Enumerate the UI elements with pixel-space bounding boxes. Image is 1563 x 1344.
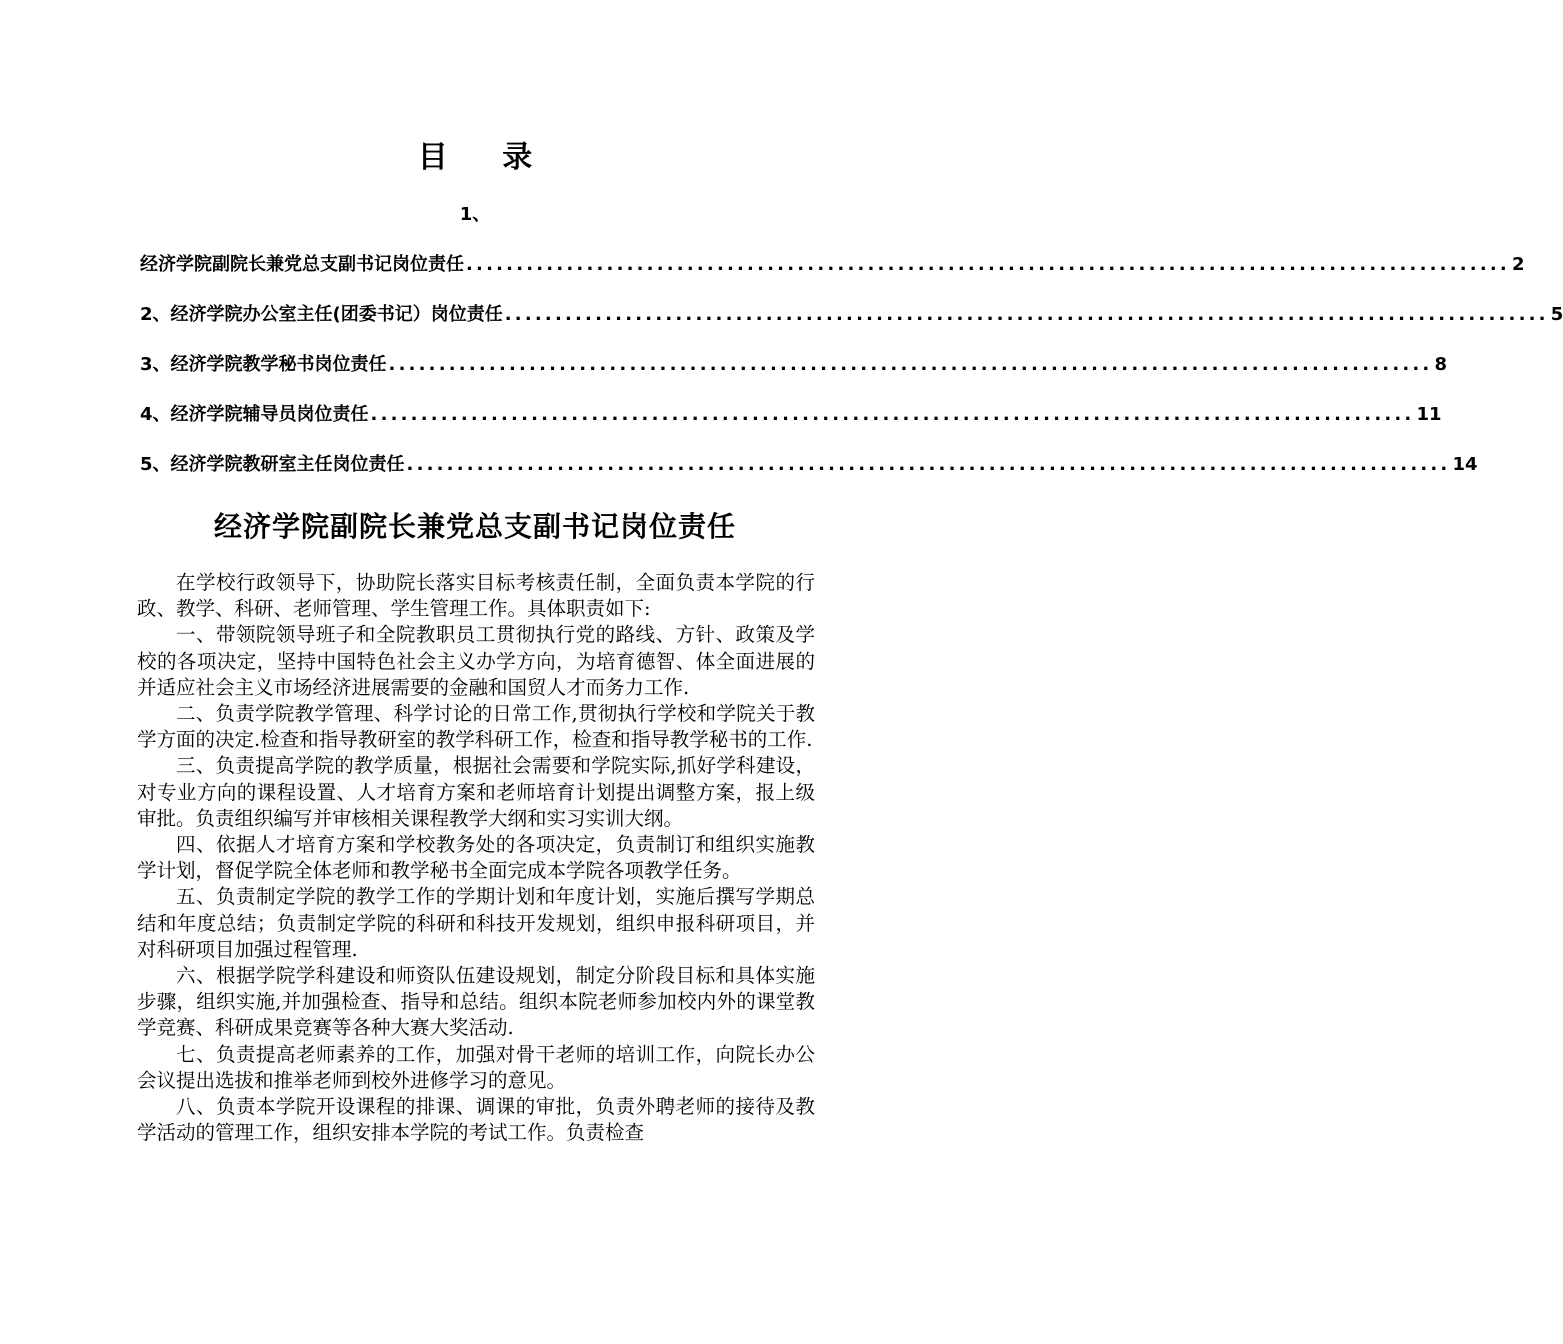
body-paragraph: 在学校行政领导下，协助院长落实目标考核责任制，全面负责本学院的行政、教学、科研、老师管理、学生管理工作。具体职责如下: (137, 571, 815, 621)
toc-entry-label: 3、经济学院教学秘书岗位责任 (140, 354, 387, 375)
toc-entry-page: 14 (1452, 454, 1478, 475)
toc-entry-label: 经济学院副院长兼党总支副书记岗位责任 (140, 254, 464, 275)
body-paragraph: 八、负责本学院开设课程的排课、调课的审批，负责外聘老师的接待及教学活动的管理工作，组织安排本学院的考试工作。负责检查 (137, 1095, 815, 1145)
toc-entry-label: 4、经济学院辅导员岗位责任 (140, 404, 369, 425)
toc-entry[interactable] (140, 300, 1563, 326)
toc-entry-label: 5、经济学院教研室主任岗位责任 (140, 454, 405, 475)
toc-entry-page: 2 (1511, 254, 1525, 275)
toc-dot-leader: ........................................................................................................ (406, 454, 1451, 475)
toc-entry[interactable] (140, 400, 1442, 426)
body-paragraph: 三、负责提高学院的教学质量，根据社会需要和学院实际,抓好学科建设，对专业方向的课程设置、人才培育方案和老师培育计划提出调整方案，报上级审批。负责组织编写并审核相关课程教学大纲和实习实训大纲。 (137, 754, 815, 830)
toc-title: 目 录 (417, 140, 555, 175)
document-heading: 经济学院副院长兼党总支副书记岗位责任 (213, 510, 736, 543)
toc-number-line: 1、 (459, 204, 491, 225)
toc-entry-page: 8 (1434, 354, 1448, 375)
toc-dot-leader: ........................................................................................................ (388, 354, 1433, 375)
body-paragraph: 一、带领院领导班子和全院教职员工贯彻执行党的路线、方针、政策及学校的各项决定，坚持中国特色社会主义办学方向，为培育德智、体全面进展的并适应社会主义市场经济进展需要的金融和国贸人才而务力工作. (137, 623, 815, 699)
toc-entry-label: 2、经济学院办公室主任(团委书记）岗位责任 (140, 304, 503, 325)
toc-entry[interactable] (140, 250, 1525, 276)
toc-entry[interactable] (140, 450, 1478, 476)
toc-dot-leader: ........................................................................................................ (466, 254, 1510, 275)
document-body (137, 570, 815, 1146)
body-paragraph: 四、依据人才培育方案和学校教务处的各项决定，负责制订和组织实施教学计划，督促学院全体老师和教学秘书全面完成本学院各项教学任务。 (137, 833, 815, 883)
toc-entry-page: 11 (1416, 404, 1442, 425)
body-paragraph: 二、负责学院教学管理、科学讨论的日常工作,贯彻执行学校和学院关于教学方面的决定.检查和指导教研室的教学科研工作，检查和指导教学秘书的工作. (137, 702, 815, 752)
body-paragraph: 六、根据学院学科建设和师资队伍建设规划，制定分阶段目标和具体实施步骤，组织实施,并加强检查、指导和总结。组织本院老师参加校内外的课堂教学竞赛、科研成果竞赛等各种大赛大奖活动. (137, 964, 815, 1040)
toc-dot-leader: ........................................................................................................ (504, 304, 1549, 325)
toc-dot-leader: ........................................................................................................ (370, 404, 1415, 425)
body-paragraph: 五、负责制定学院的教学工作的学期计划和年度计划，实施后撰写学期总结和年度总结；负责制定学院的科研和科技开发规划，组织申报科研项目，并对科研项目加强过程管理. (137, 885, 815, 961)
toc-entry-page: 5 (1550, 304, 1563, 325)
body-paragraph: 七、负责提高老师素养的工作，加强对骨干老师的培训工作，向院长办公会议提出选拔和推举老师到校外进修学习的意见。 (137, 1042, 815, 1092)
toc-entry[interactable] (140, 350, 1448, 376)
